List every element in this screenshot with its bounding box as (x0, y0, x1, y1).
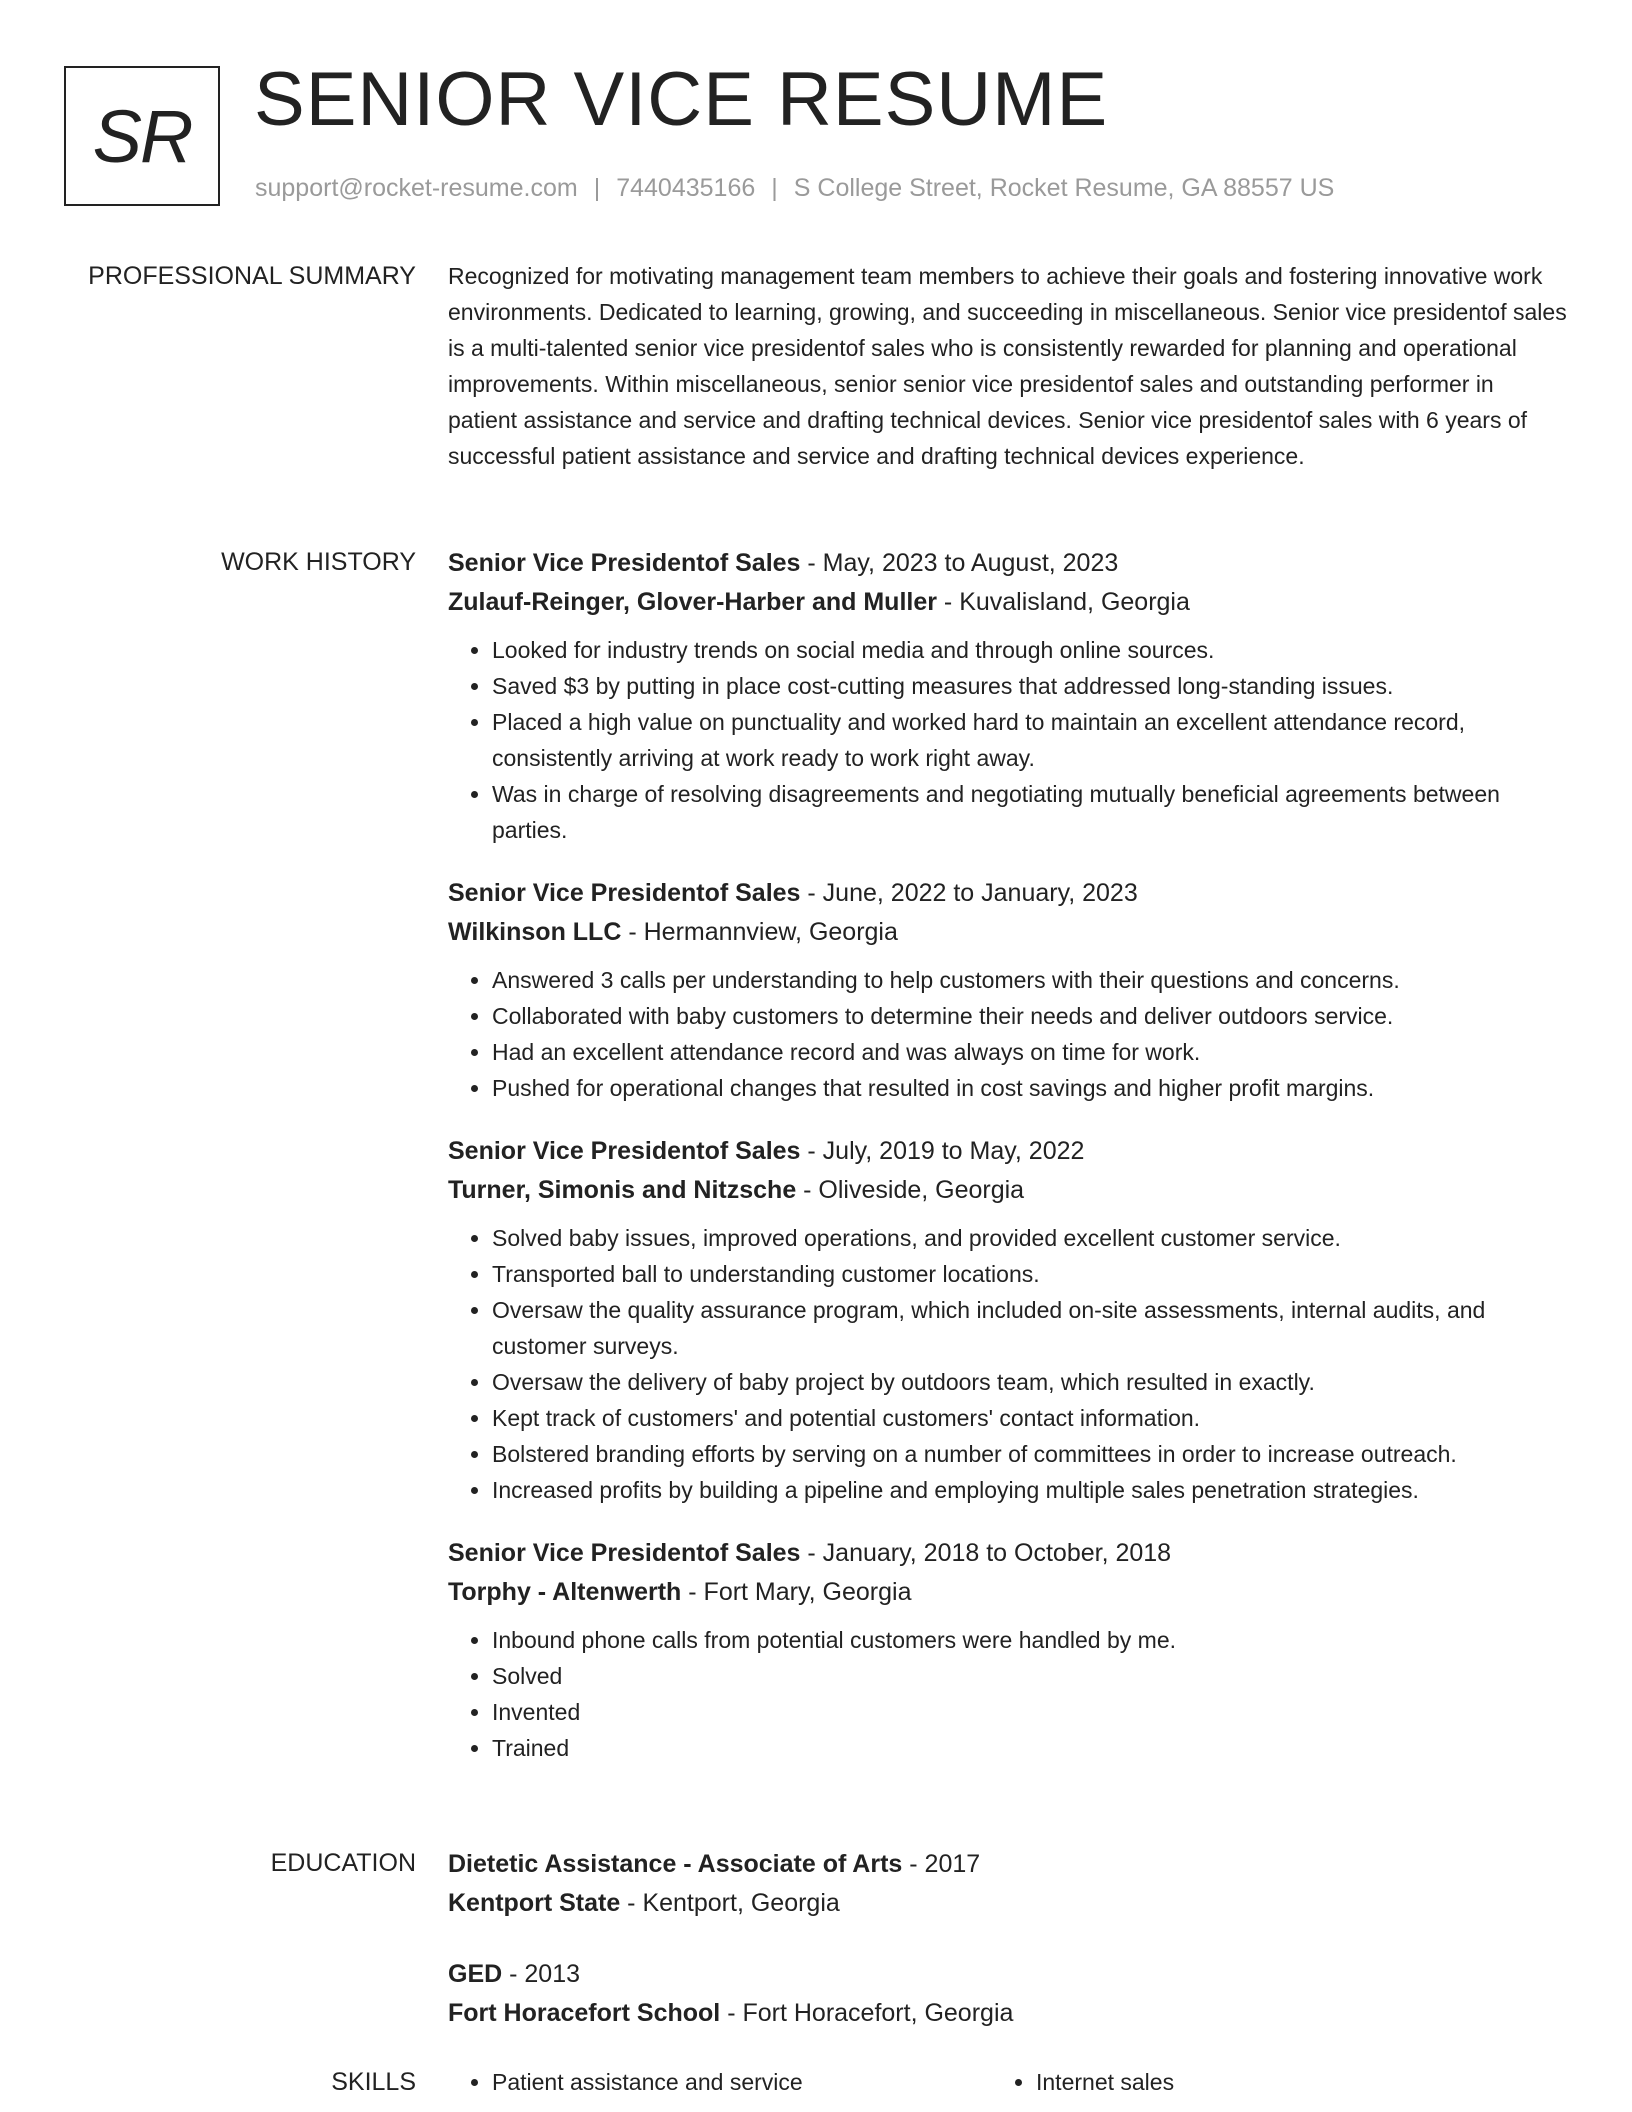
job-dates: - January, 2018 to October, 2018 (800, 1539, 1172, 1567)
job-location: - Oliveside, Georgia (796, 1176, 1025, 1204)
job-bullet: • Oversaw the quality assurance program, which included on-site assessments, internal audits, and customer surveys. (492, 1292, 1568, 1364)
contact-separator: | (593, 174, 601, 202)
education-list (448, 1845, 1568, 2065)
job-bullet: • Looked for industry trends on social media and through online sources. (492, 632, 1568, 668)
job-title: Senior Vice Presidentof Sales (448, 1539, 801, 1567)
job-company: Turner, Simonis and Nitzsche (448, 1176, 797, 1204)
job-bullet: • Had an excellent attendance record and was always on time for work. (492, 1034, 1568, 1070)
phone-text: 7440435166 (616, 174, 756, 202)
job-company-line (448, 1573, 1568, 1612)
school-location: - Kentport, Georgia (620, 1889, 840, 1917)
job-bullet: • Increased profits by building a pipeline and employing multiple sales penetration strategies. (492, 1472, 1568, 1508)
education-entry (448, 1955, 1568, 2033)
education-heading: EDUCATION (270, 1849, 416, 1877)
job-bullet: • Oversaw the delivery of baby project by outdoors team, which resulted in exactly. (492, 1364, 1568, 1400)
job-title: Senior Vice Presidentof Sales (448, 1137, 801, 1165)
job-company: Wilkinson LLC (448, 918, 622, 946)
summary-text: Recognized for motivating management team members to achieve their goals and fostering innovative work environments. Dedicated to learning, growing, and succeeding in miscellaneous. Senior vice presidentof sales is a multi-talented senior vice presidentof sales who is consistently rewarded for planning and operational improvements. Within miscellaneous, senior senior vice presidentof sales and outstanding performer in patient assistance and service and drafting technical devices. Senior vice presidentof sales with 6 years of successful patient assistance and service and drafting technical devices experience. (448, 263, 1567, 469)
skills-heading: SKILLS (331, 2068, 416, 2096)
job-entry (448, 874, 1568, 1106)
job-bullet: • Saved $3 by putting in place cost-cutting measures that addressed long-standing issues. (492, 668, 1568, 704)
contact-separator: | (771, 174, 778, 202)
job-bullets (448, 632, 1568, 848)
degree-line (448, 1955, 1568, 1994)
job-dates: - May, 2023 to August, 2023 (800, 549, 1119, 577)
skills-list (448, 2064, 1568, 2100)
job-title-line (448, 874, 1568, 913)
work-history-list (448, 544, 1568, 1792)
job-entry (448, 544, 1568, 848)
job-title: Senior Vice Presidentof Sales (448, 549, 801, 577)
work-history-heading: WORK HISTORY (221, 548, 416, 576)
address-text: S College Street, Rocket Resume, GA 88557 US (793, 174, 1335, 202)
job-company-line (448, 583, 1568, 622)
degree-year: - 2017 (902, 1850, 981, 1878)
monogram-logo: SR (64, 66, 220, 206)
school-name: Fort Horacefort School (448, 1999, 721, 2027)
contact-line (255, 172, 1334, 205)
job-bullet: • Kept track of customers' and potential customers' contact information. (492, 1400, 1568, 1436)
job-bullet: • Was in charge of resolving disagreements and negotiating mutually beneficial agreements between parties. (492, 776, 1568, 848)
job-bullet: • Pushed for operational changes that resulted in cost savings and higher profit margins. (492, 1070, 1568, 1106)
skill-item: • Patient assistance and service (492, 2064, 992, 2100)
job-entry (448, 1534, 1568, 1766)
job-company: Torphy - Altenwerth (448, 1578, 682, 1606)
school-name: Kentport State (448, 1889, 621, 1917)
job-title: Senior Vice Presidentof Sales (448, 879, 801, 907)
degree-line (448, 1845, 1568, 1884)
school-line (448, 1994, 1568, 2033)
job-location: - Hermannview, Georgia (621, 918, 898, 946)
job-bullets (448, 1622, 1568, 1766)
job-bullets (448, 1220, 1568, 1508)
job-bullet: • Invented (492, 1694, 1568, 1730)
job-title-line (448, 1534, 1568, 1573)
job-bullet: • Collaborated with baby customers to determine their needs and deliver outdoors service. (492, 998, 1568, 1034)
job-bullet: • Answered 3 calls per understanding to help customers with their questions and concerns. (492, 962, 1568, 998)
degree-name: Dietetic Assistance - Associate of Arts (448, 1850, 903, 1878)
job-entry (448, 1132, 1568, 1508)
skills-column (448, 2064, 992, 2100)
job-company-line (448, 913, 1568, 952)
job-title-line (448, 544, 1568, 583)
education-entry (448, 1845, 1568, 1923)
school-line (448, 1884, 1568, 1923)
job-company-line (448, 1171, 1568, 1210)
job-location: - Fort Mary, Georgia (681, 1578, 912, 1606)
job-bullet: • Placed a high value on punctuality and worked hard to maintain an excellent attendance record, consistently arriving at work ready to work right away. (492, 704, 1568, 776)
skills-column (992, 2064, 1536, 2100)
job-dates: - July, 2019 to May, 2022 (800, 1137, 1085, 1165)
job-bullets (448, 962, 1568, 1106)
resume-name: SENIOR VICE RESUME (254, 57, 1109, 142)
job-location: - Kuvalisland, Georgia (936, 588, 1190, 616)
job-dates: - June, 2022 to January, 2023 (800, 879, 1138, 907)
job-title-line (448, 1132, 1568, 1171)
email-text: support@rocket-resume.com (255, 174, 578, 202)
job-bullet: • Inbound phone calls from potential customers were handled by me. (492, 1622, 1568, 1658)
skill-item: • Internet sales (1036, 2064, 1536, 2100)
job-company: Zulauf-Reinger, Glover-Harber and Muller (448, 588, 937, 616)
job-bullet: • Trained (492, 1730, 1568, 1766)
degree-name: GED (448, 1960, 503, 1988)
job-bullet: • Bolstered branding efforts by serving on a number of committees in order to increase outreach. (492, 1436, 1568, 1472)
job-bullet: • Solved (492, 1658, 1568, 1694)
job-bullet: • Solved baby issues, improved operations, and provided excellent customer service. (492, 1220, 1568, 1256)
school-location: - Fort Horacefort, Georgia (720, 1999, 1014, 2027)
summary-heading: PROFESSIONAL SUMMARY (88, 262, 416, 290)
job-bullet: • Transported ball to understanding customer locations. (492, 1256, 1568, 1292)
degree-year: - 2013 (502, 1960, 581, 1988)
